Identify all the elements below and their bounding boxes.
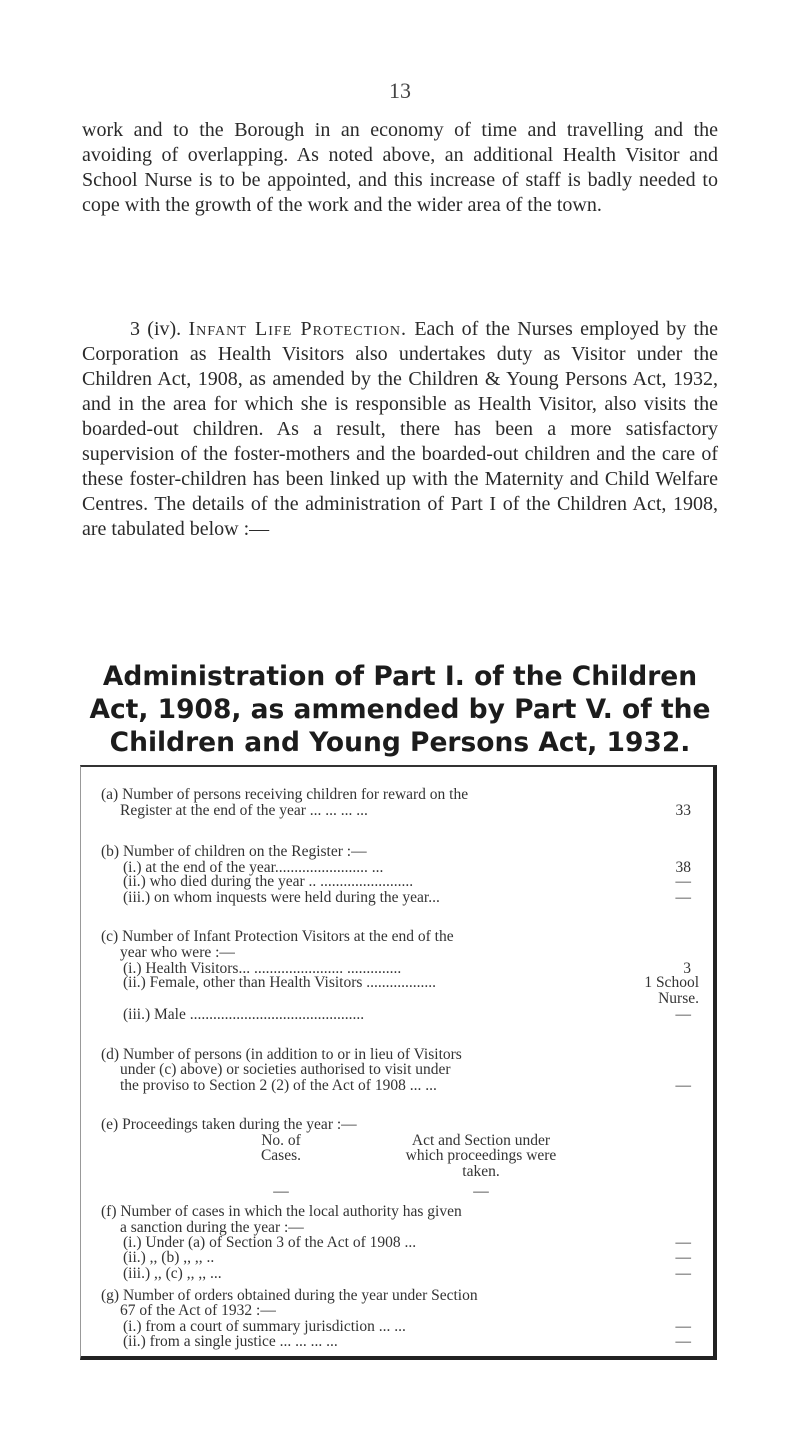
row-b-i-value: 38 (675, 859, 691, 876)
row-b-label: (b) Number of children on the Register :— (101, 843, 367, 860)
row-g-ii-value: — (675, 1333, 691, 1350)
row-f-label-2: a sanction during the year :— (120, 1219, 304, 1236)
row-e-col1-value: — (273, 1183, 289, 1200)
section-title: Infant Life Protection. (188, 318, 408, 340)
row-g-i-label: (i.) from a court of summary jurisdiction ... ... (123, 1318, 406, 1335)
row-e-col2-head-2: which proceedings were (405, 1147, 557, 1164)
row-f-i-value: — (675, 1234, 691, 1251)
paragraph-infant-life-protection (82, 317, 718, 542)
row-f-label-1: (f) Number of cases in which the local authority has given (101, 1203, 462, 1220)
row-c-ii-label: (ii.) Female, other than Health Visitors .................. (123, 974, 437, 991)
row-c-ii-value-2: Nurse. (658, 990, 699, 1007)
row-e-col1-head-1: No. of (261, 1132, 301, 1149)
row-c-iii-label: (iii.) Male ............................................. (123, 1006, 365, 1023)
row-c-iii-value: — (675, 1006, 691, 1023)
row-d-label-2: under (c) above) or societies authorised to visit under (120, 1061, 451, 1078)
row-b-iii-label: (iii.) on whom inquests were held during the year... (123, 889, 440, 906)
row-a-label-2: Register at the end of the year ... ... ... ... (120, 802, 368, 819)
row-b-i-label: (i.) at the end of the year........................ ... (123, 859, 384, 876)
row-e-label: (e) Proceedings taken during the year :— (101, 1116, 357, 1133)
row-f-ii-label: (ii.) ,, (b) ,, ,, .. (123, 1249, 215, 1266)
row-g-label-2: 67 of the Act of 1932 :— (120, 1302, 276, 1319)
row-g-ii-label: (ii.) from a single justice ... ... ... ... (123, 1333, 338, 1350)
row-f-ii-value: — (675, 1249, 691, 1266)
row-c-label-2: year who were :— (120, 944, 235, 961)
row-f-i-label: (i.) Under (a) of Section 3 of the Act of 1908 ... (123, 1234, 417, 1251)
row-e-col2-head-1: Act and Section under (411, 1132, 551, 1149)
paragraph-staff: work and to the Borough in an economy of time and travelling and the avoiding of overlapping. As noted above, an additional Health Visitor and School Nurse is to be appointed, and this increase of staff is badly needed to cope with the growth of the work and the wider area of the town. (82, 119, 718, 216)
row-a-value: 33 (675, 802, 691, 819)
row-f-iii-label: (iii.) ,, (c) ,, ,, ... (123, 1265, 222, 1282)
row-e-col1-head-2: Cases. (260, 1147, 302, 1164)
row-c-ii-value-1: 1 School (644, 974, 699, 991)
row-c-i-label: (i.) Health Visitors... ....................... .............. (123, 960, 402, 977)
row-b-iii-value: — (675, 889, 691, 906)
row-b-ii-label: (ii.) who died during the year .. ........................ (123, 873, 414, 890)
row-d-label-3: the proviso to Section 2 (2) of the Act of 1908 ... ... (120, 1077, 437, 1094)
table-heading: Administration of Part I. of the Children Act, 1908, as ammended by Part V. of the Children and Young Persons Act, 1932. (89, 661, 711, 758)
section-text: Each of the Nurses employed by the Corporation as Health Visitors also undertakes duty as Visitor under the Children Act, 1908, as amended by the Children & Young Persons Act, 1932, and in the area for which she is responsible as Health Visitor, also visits the boarded-out children. As a result, there has been a more satisfactory supervision of the foster-mothers and the boarded-out children and the care of these foster-children has been linked up with the Maternity and Child Welfare Centres. The details of the administration of Part I of the Children Act, 1908, are tabulated below :— (82, 318, 718, 540)
row-b-ii-value: — (675, 873, 691, 890)
row-a-label-1: (a) Number of persons receiving children for reward on the (101, 786, 469, 803)
row-c-label-1: (c) Number of Infant Protection Visitors at the end of the (101, 928, 454, 945)
section-number: 3 (iv). (130, 318, 182, 340)
row-d-label-1: (d) Number of persons (in addition to or in lieu of Visitors (101, 1046, 462, 1063)
row-e-col2-head-3: taken. (462, 1163, 500, 1180)
row-g-label-1: (g) Number of orders obtained during the year under Section (101, 1287, 478, 1304)
row-f-iii-value: — (675, 1265, 691, 1282)
row-e-col2-value: — (473, 1183, 489, 1200)
page-number: 13 (389, 78, 411, 103)
row-g-i-value: — (675, 1318, 691, 1335)
table-continuation (80, 765, 717, 1360)
row-c-i-value: 3 (683, 960, 691, 977)
row-d-value: — (675, 1077, 691, 1094)
